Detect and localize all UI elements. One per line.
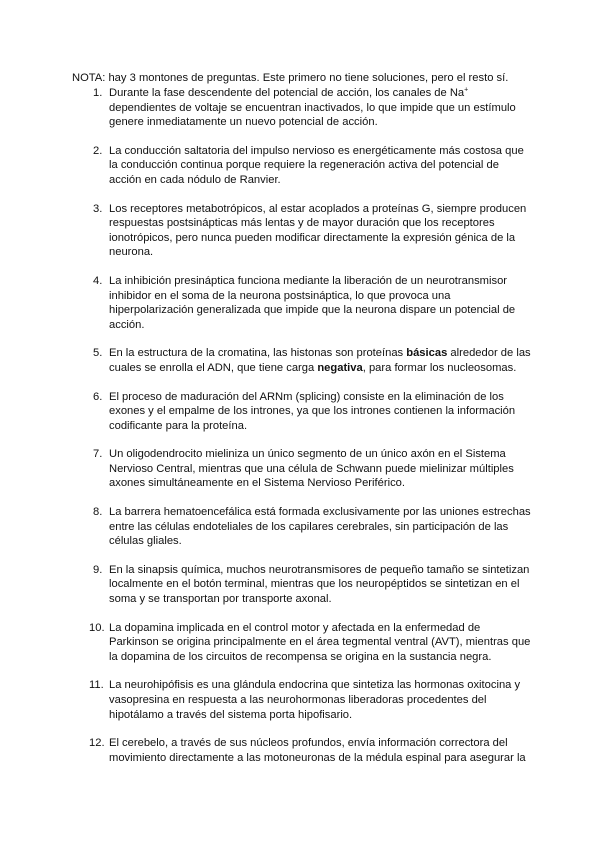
question-text-segment: El cerebelo, a través de sus núcleos profundos, envía información correctora del movimiento directamente a las motoneuronas de la médula espinal para asegurar la	[109, 737, 526, 764]
question-number: 12.	[89, 737, 105, 750]
question-text	[109, 678, 532, 722]
question-number: 4.	[93, 274, 103, 287]
question-text	[109, 202, 532, 260]
question-text	[109, 390, 532, 434]
question-item	[72, 390, 532, 434]
question-text	[109, 563, 532, 607]
question-item	[72, 563, 532, 607]
question-text-segment: En la estructura de la cromatina, las histonas son proteínas	[109, 347, 407, 360]
question-text-segment: El proceso de maduración del ARNm (splicing) consiste en la eliminación de los exones y el empalme de los intrones, ya que los intrones contienen la información codificante para la proteína.	[109, 390, 516, 432]
question-item	[72, 346, 532, 375]
question-number: 5.	[93, 347, 103, 360]
question-text-segment: dependientes de voltaje se encuentran inactivados, lo que impide que un estímulo genere inmediatamente un nuevo potencial de acción.	[109, 101, 516, 129]
question-item	[72, 86, 532, 130]
question-text-segment: La neurohipófisis es una glándula endocrina que sintetiza las hormonas oxitocina y vasopresina en respuesta a las neurohormonas liberadoras procedentes del hipotálamo a través del sistema porta hipofisario.	[109, 679, 521, 721]
question-item	[72, 736, 532, 765]
note-text: NOTA: hay 3 montones de preguntas. Este primero no tiene soluciones, pero el resto sí.	[72, 72, 509, 84]
question-text	[109, 447, 532, 491]
question-text-segment: , para formar los nucleosomas.	[362, 361, 517, 374]
question-number: 6.	[93, 390, 103, 403]
question-text	[109, 346, 532, 375]
question-number: 7.	[93, 448, 103, 461]
question-number: 9.	[93, 563, 103, 576]
question-number: 2.	[93, 144, 103, 157]
question-item	[72, 202, 532, 260]
question-item	[72, 678, 532, 722]
question-list	[72, 86, 532, 779]
bold-text: básicas	[406, 347, 448, 360]
question-text-segment: Los receptores metabotrópicos, al estar acoplados a proteínas G, siempre producen respuestas postsinápticas más lentas y de mayor duración que los receptores ionotrópicos, pero nunca pueden modificar directamente la expresión génica de la neurona.	[109, 202, 527, 259]
question-text	[109, 736, 532, 765]
question-item	[72, 505, 532, 549]
question-text	[109, 505, 532, 549]
question-text-segment: alrededor de las cuales se enrolla el ADN, que tiene carga	[109, 347, 531, 374]
question-number: 8.	[93, 506, 103, 519]
question-text-segment: La dopamina implicada en el control motor y afectada en la enfermedad de Parkinson se origina principalmente en el área tegmental ventral (AVT), mientras que la dopamina de los circuitos de recompensa se origina en la sustancia negra.	[109, 621, 531, 663]
superscript-text: +	[464, 86, 469, 94]
question-number: 11.	[89, 679, 104, 692]
question-number: 10.	[89, 621, 105, 634]
question-text-segment: La barrera hematoencefálica está formada exclusivamente por las uniones estrechas entre las células endoteliales de los capilares cerebrales, sin participación de las células gliales.	[109, 506, 531, 548]
question-item	[72, 447, 532, 491]
question-text-segment: Un oligodendrocito mieliniza un único segmento de un único axón en el Sistema Nervioso Central, mientras que una célula de Schwann puede mielinizar múltiples axones simultáneamente en el Sistema Nervioso Periférico.	[109, 448, 514, 490]
question-item	[72, 144, 532, 188]
question-text-segment: En la sinapsis química, muchos neurotransmisores de pequeño tamaño se sintetizan localmente en el botón terminal, mientras que los neuropéptidos se sintetizan en el soma y se transportan por transporte axonal.	[109, 563, 530, 606]
bold-text: negativa	[317, 361, 363, 374]
question-text-segment: Durante la fase descendente del potencial de acción, los canales de Na	[109, 87, 465, 99]
question-text	[109, 274, 532, 332]
question-number: 1.	[93, 87, 103, 99]
question-text	[109, 86, 532, 130]
question-number: 3.	[93, 202, 103, 215]
question-text-segment: La inhibición presináptica funciona mediante la liberación de un neurotransmisor inhibidor en el soma de la neurona postsináptica, lo que provoca una hiperpolarización generalizada que impide que la neurona dispare un potencial de acción.	[109, 274, 516, 331]
question-text	[109, 621, 532, 665]
question-text-segment: La conducción saltatoria del impulso nervioso es energéticamente más costosa que la conducción continua porque requiere la regeneración activa del potencial de acción en cada nódulo de Ranvier.	[109, 144, 524, 186]
question-item	[72, 274, 532, 332]
question-item	[72, 621, 532, 665]
question-text	[109, 144, 532, 188]
